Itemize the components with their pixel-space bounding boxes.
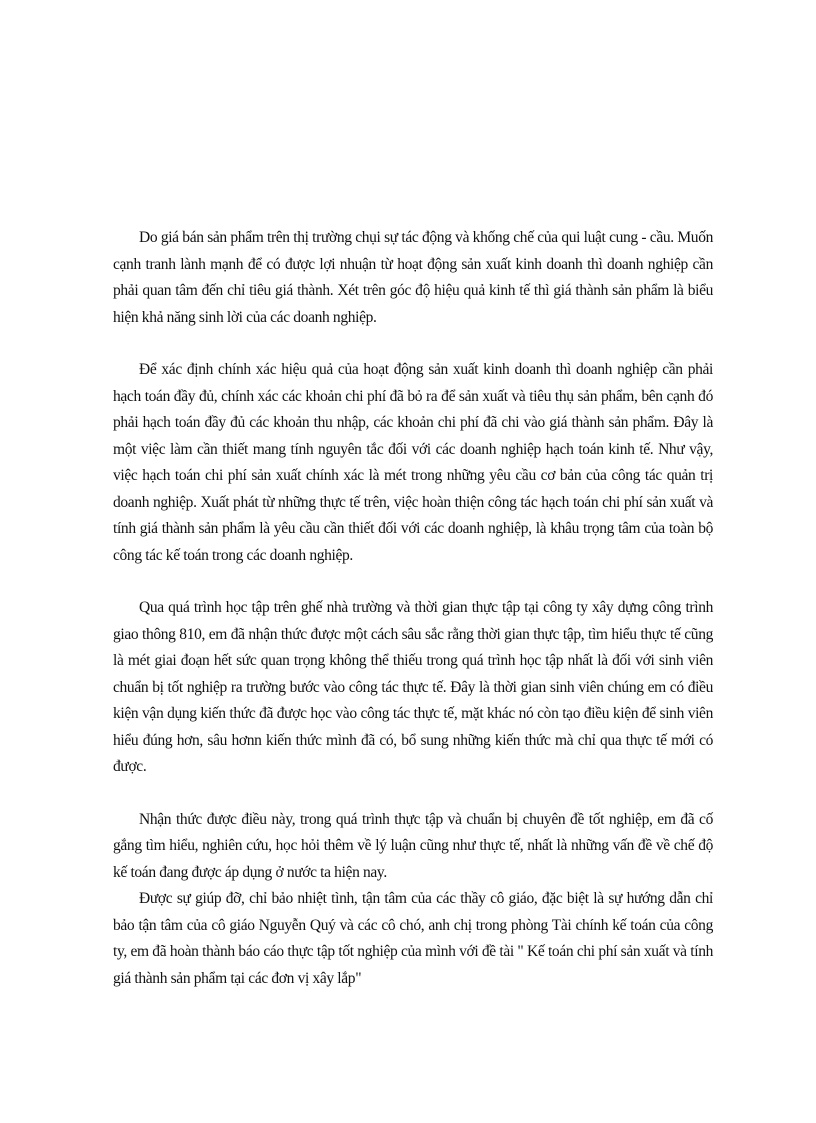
paragraph-acknowledgement: Được sự giúp đỡ, chỉ bảo nhiệt tình, tận tâm của các thầy cô giáo, đặc biệt là sự hướng dẫn chỉ bảo tận tâm của cô giáo Nguyễn Quý và các cô chó, anh chị trong phòng Tài chính kế toán của công ty, em đã hoàn thành báo cáo thực tập tốt nghiệp của mình với đề tài " Kế toán chi phí sản xuất và tính giá thành sản phẩm tại các đơn vị xây lắp" <box>113 890 713 987</box>
paragraph-accounting: Để xác định chính xác hiệu quả của hoạt động sản xuất kinh doanh thì doanh nghiệp cần phải hạch toán đầy đủ, chính xác các khoản chi phí đã bỏ ra để sản xuất và tiêu thụ sản phẩm, bên cạnh đó phải hạch toán đầy đủ các khoản thu nhập, các khoản chi phí đã chi vào giá thành sản phẩm. Đây là một việc làm cần thiết mang tính nguyên tắc đối với các doanh nghiệp hạch toán kinh tế. Như vậy, việc hạch toán chi phí sản xuất chính xác là mét trong những yêu cầu cơ bản của công tác quản trị doanh nghiệp. Xuất phát từ những thực tế trên, việc hoàn thiện công tác hạch toán chi phí sản xuất và tính giá thành sản phẩm là yêu cầu cần thiết đối với các doanh nghiệp, là khâu trọng tâm của toàn bộ công tác kế toán trong các doanh nghiệp. <box>113 361 713 564</box>
paragraph-research: Nhận thức được điều này, trong quá trình thực tập và chuẩn bị chuyên đề tốt nghiệp, em đã cố gắng tìm hiểu, nghiên cứu, học hỏi thêm về lý luận cũng như thực tế, nhất là những vấn đề về chế độ kế toán đang được áp dụng ở nước ta hiện nay. <box>113 810 713 881</box>
paragraph-internship: Qua quá trình học tập trên ghế nhà trường và thời gian thực tập tại công ty xây dựng công trình giao thông 810, em đã nhận thức được một cách sâu sắc rằng thời gian thực tập, tìm hiểu thực tế cũng là mét giai đoạn hết sức quan trọng không thể thiếu trong quá trình học tập nhất là đối với sinh viên chuẩn bị tốt nghiệp ra trường bước vào công tác thực tế. Đây là thời gian sinh viên chúng em có điều kiện vận dụng kiến thức đã được học vào công tác thực tế, mặt khác nó còn tạo điều kiện để sinh viên hiểu đúng hơn, sâu hơnn kiến thức mình đã có, bổ sung những kiến thức mà chỉ qua thực tế mới có được. <box>113 599 713 775</box>
paragraph-intro: Do giá bán sản phẩm trên thị trường chụi sự tác động và khống chế của qui luật cung - cầu. Muốn cạnh tranh lành mạnh để có được lợi nhuận từ hoạt động sản xuất kinh doanh thì doanh nghiệp cần phải quan tâm đến chỉ tiêu giá thành. Xét trên góc độ hiệu quả kinh tế thì giá thành sản phẩm là biểu hiện khả năng sinh lời của các doanh nghiệp. <box>113 229 713 326</box>
document-body <box>113 225 713 992</box>
